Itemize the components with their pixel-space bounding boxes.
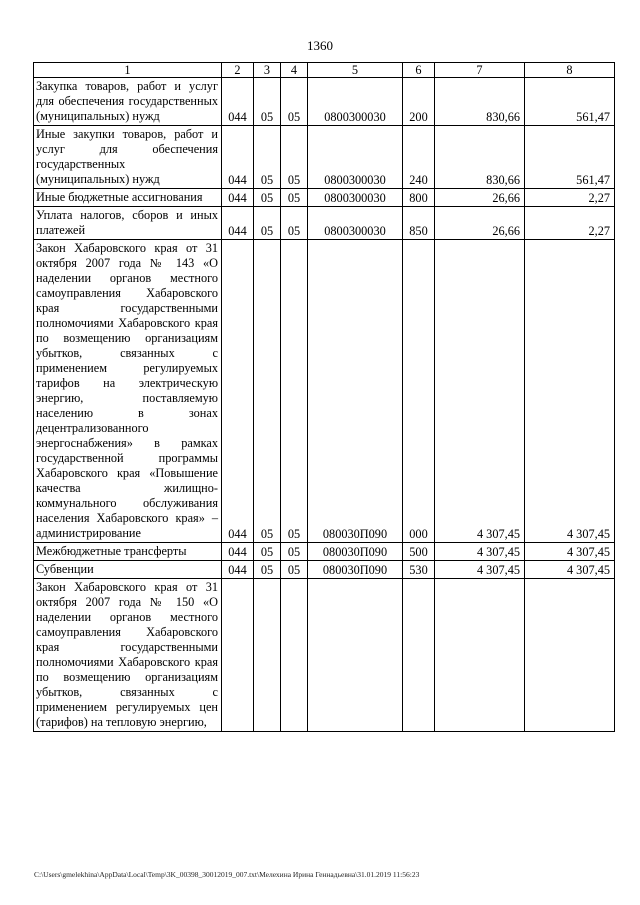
cell-target-article: 080030П090 <box>308 561 403 579</box>
cell-expense-type: 850 <box>403 207 435 240</box>
table-row <box>34 78 615 126</box>
cell-amount-1: 830,66 <box>435 78 525 126</box>
cell-subsection: 05 <box>281 240 308 543</box>
column-header: 4 <box>281 63 308 78</box>
cell-expense-type: 200 <box>403 78 435 126</box>
cell-ministry <box>222 579 254 732</box>
cell-subsection: 05 <box>281 78 308 126</box>
cell-subsection: 05 <box>281 543 308 561</box>
cell-ministry: 044 <box>222 189 254 207</box>
table-row <box>34 189 615 207</box>
cell-amount-2: 4 307,45 <box>525 543 615 561</box>
table-row <box>34 561 615 579</box>
column-header: 8 <box>525 63 615 78</box>
column-header: 1 <box>34 63 222 78</box>
column-header: 6 <box>403 63 435 78</box>
row-description: Субвенции <box>34 561 222 579</box>
budget-table <box>33 62 615 732</box>
page-number: 1360 <box>307 38 333 53</box>
cell-section: 05 <box>254 189 281 207</box>
cell-target-article: 080030П090 <box>308 543 403 561</box>
cell-amount-1: 4 307,45 <box>435 543 525 561</box>
cell-ministry: 044 <box>222 240 254 543</box>
cell-target-article <box>308 579 403 732</box>
cell-amount-2: 561,47 <box>525 126 615 189</box>
cell-expense-type: 500 <box>403 543 435 561</box>
table-row <box>34 579 615 732</box>
file-path-footer: C:\Users\gmelekhina\AppData\Local\Temp\3K_00398_30012019_007.txt\Мелехина Ирина Геннадьевна\31.01.2019 11:56:23 <box>34 870 420 879</box>
table-row <box>34 126 615 189</box>
cell-amount-2: 2,27 <box>525 207 615 240</box>
cell-subsection: 05 <box>281 189 308 207</box>
cell-amount-2: 2,27 <box>525 189 615 207</box>
cell-amount-1: 26,66 <box>435 189 525 207</box>
row-description: Закон Хабаровского края от 31 октября 2007 года № 143 «О наделении органов местного самоуправления Хабаровского края государственными полномочиями Хабаровского края по возмещению организациям убытков, связанных с применением регулируемых тарифов на электрическую энергию, поставляемую населению в зонах децентрализованного энергоснабжения» в рамках государственной программы Хабаровского края «Повышение качества жилищно-коммунального обслуживания населения Хабаровского края» – администрирование <box>34 240 222 543</box>
row-description: Иные закупки товаров, работ и услуг для обеспечения государственных (муниципальных) нужд <box>34 126 222 189</box>
cell-amount-2: 561,47 <box>525 78 615 126</box>
cell-amount-2 <box>525 579 615 732</box>
table-row <box>34 207 615 240</box>
cell-target-article: 0800300030 <box>308 207 403 240</box>
cell-amount-1: 830,66 <box>435 126 525 189</box>
cell-target-article: 0800300030 <box>308 189 403 207</box>
cell-amount-1: 26,66 <box>435 207 525 240</box>
column-header: 7 <box>435 63 525 78</box>
cell-subsection: 05 <box>281 561 308 579</box>
column-header: 3 <box>254 63 281 78</box>
cell-amount-1: 4 307,45 <box>435 561 525 579</box>
cell-amount-1: 4 307,45 <box>435 240 525 543</box>
cell-ministry: 044 <box>222 126 254 189</box>
cell-subsection <box>281 579 308 732</box>
cell-ministry: 044 <box>222 543 254 561</box>
row-description: Уплата налогов, сборов и иных платежей <box>34 207 222 240</box>
row-description: Закупка товаров, работ и услуг для обеспечения государственных (муниципальных) нужд <box>34 78 222 126</box>
cell-expense-type: 530 <box>403 561 435 579</box>
row-description: Иные бюджетные ассигнования <box>34 189 222 207</box>
cell-ministry: 044 <box>222 561 254 579</box>
column-header: 5 <box>308 63 403 78</box>
cell-ministry: 044 <box>222 207 254 240</box>
cell-section: 05 <box>254 240 281 543</box>
cell-expense-type: 800 <box>403 189 435 207</box>
cell-target-article: 0800300030 <box>308 126 403 189</box>
cell-expense-type: 000 <box>403 240 435 543</box>
cell-expense-type: 240 <box>403 126 435 189</box>
column-header: 2 <box>222 63 254 78</box>
table-row <box>34 543 615 561</box>
cell-section: 05 <box>254 126 281 189</box>
cell-section: 05 <box>254 543 281 561</box>
cell-target-article: 080030П090 <box>308 240 403 543</box>
cell-amount-2: 4 307,45 <box>525 561 615 579</box>
row-description: Межбюджетные трансферты <box>34 543 222 561</box>
cell-amount-2: 4 307,45 <box>525 240 615 543</box>
cell-section <box>254 579 281 732</box>
cell-section: 05 <box>254 561 281 579</box>
cell-expense-type <box>403 579 435 732</box>
table-header-row <box>34 63 615 78</box>
row-description: Закон Хабаровского края от 31 октября 2007 года № 150 «О наделении органов местного самоуправления Хабаровского края государственными полномочиями Хабаровского края по возмещению организациям убытков, связанных с применением регулируемых цен (тарифов) на тепловую энергию, <box>34 579 222 732</box>
cell-ministry: 044 <box>222 78 254 126</box>
cell-subsection: 05 <box>281 126 308 189</box>
cell-section: 05 <box>254 207 281 240</box>
cell-subsection: 05 <box>281 207 308 240</box>
cell-amount-1 <box>435 579 525 732</box>
cell-target-article: 0800300030 <box>308 78 403 126</box>
cell-section: 05 <box>254 78 281 126</box>
table-row <box>34 240 615 543</box>
